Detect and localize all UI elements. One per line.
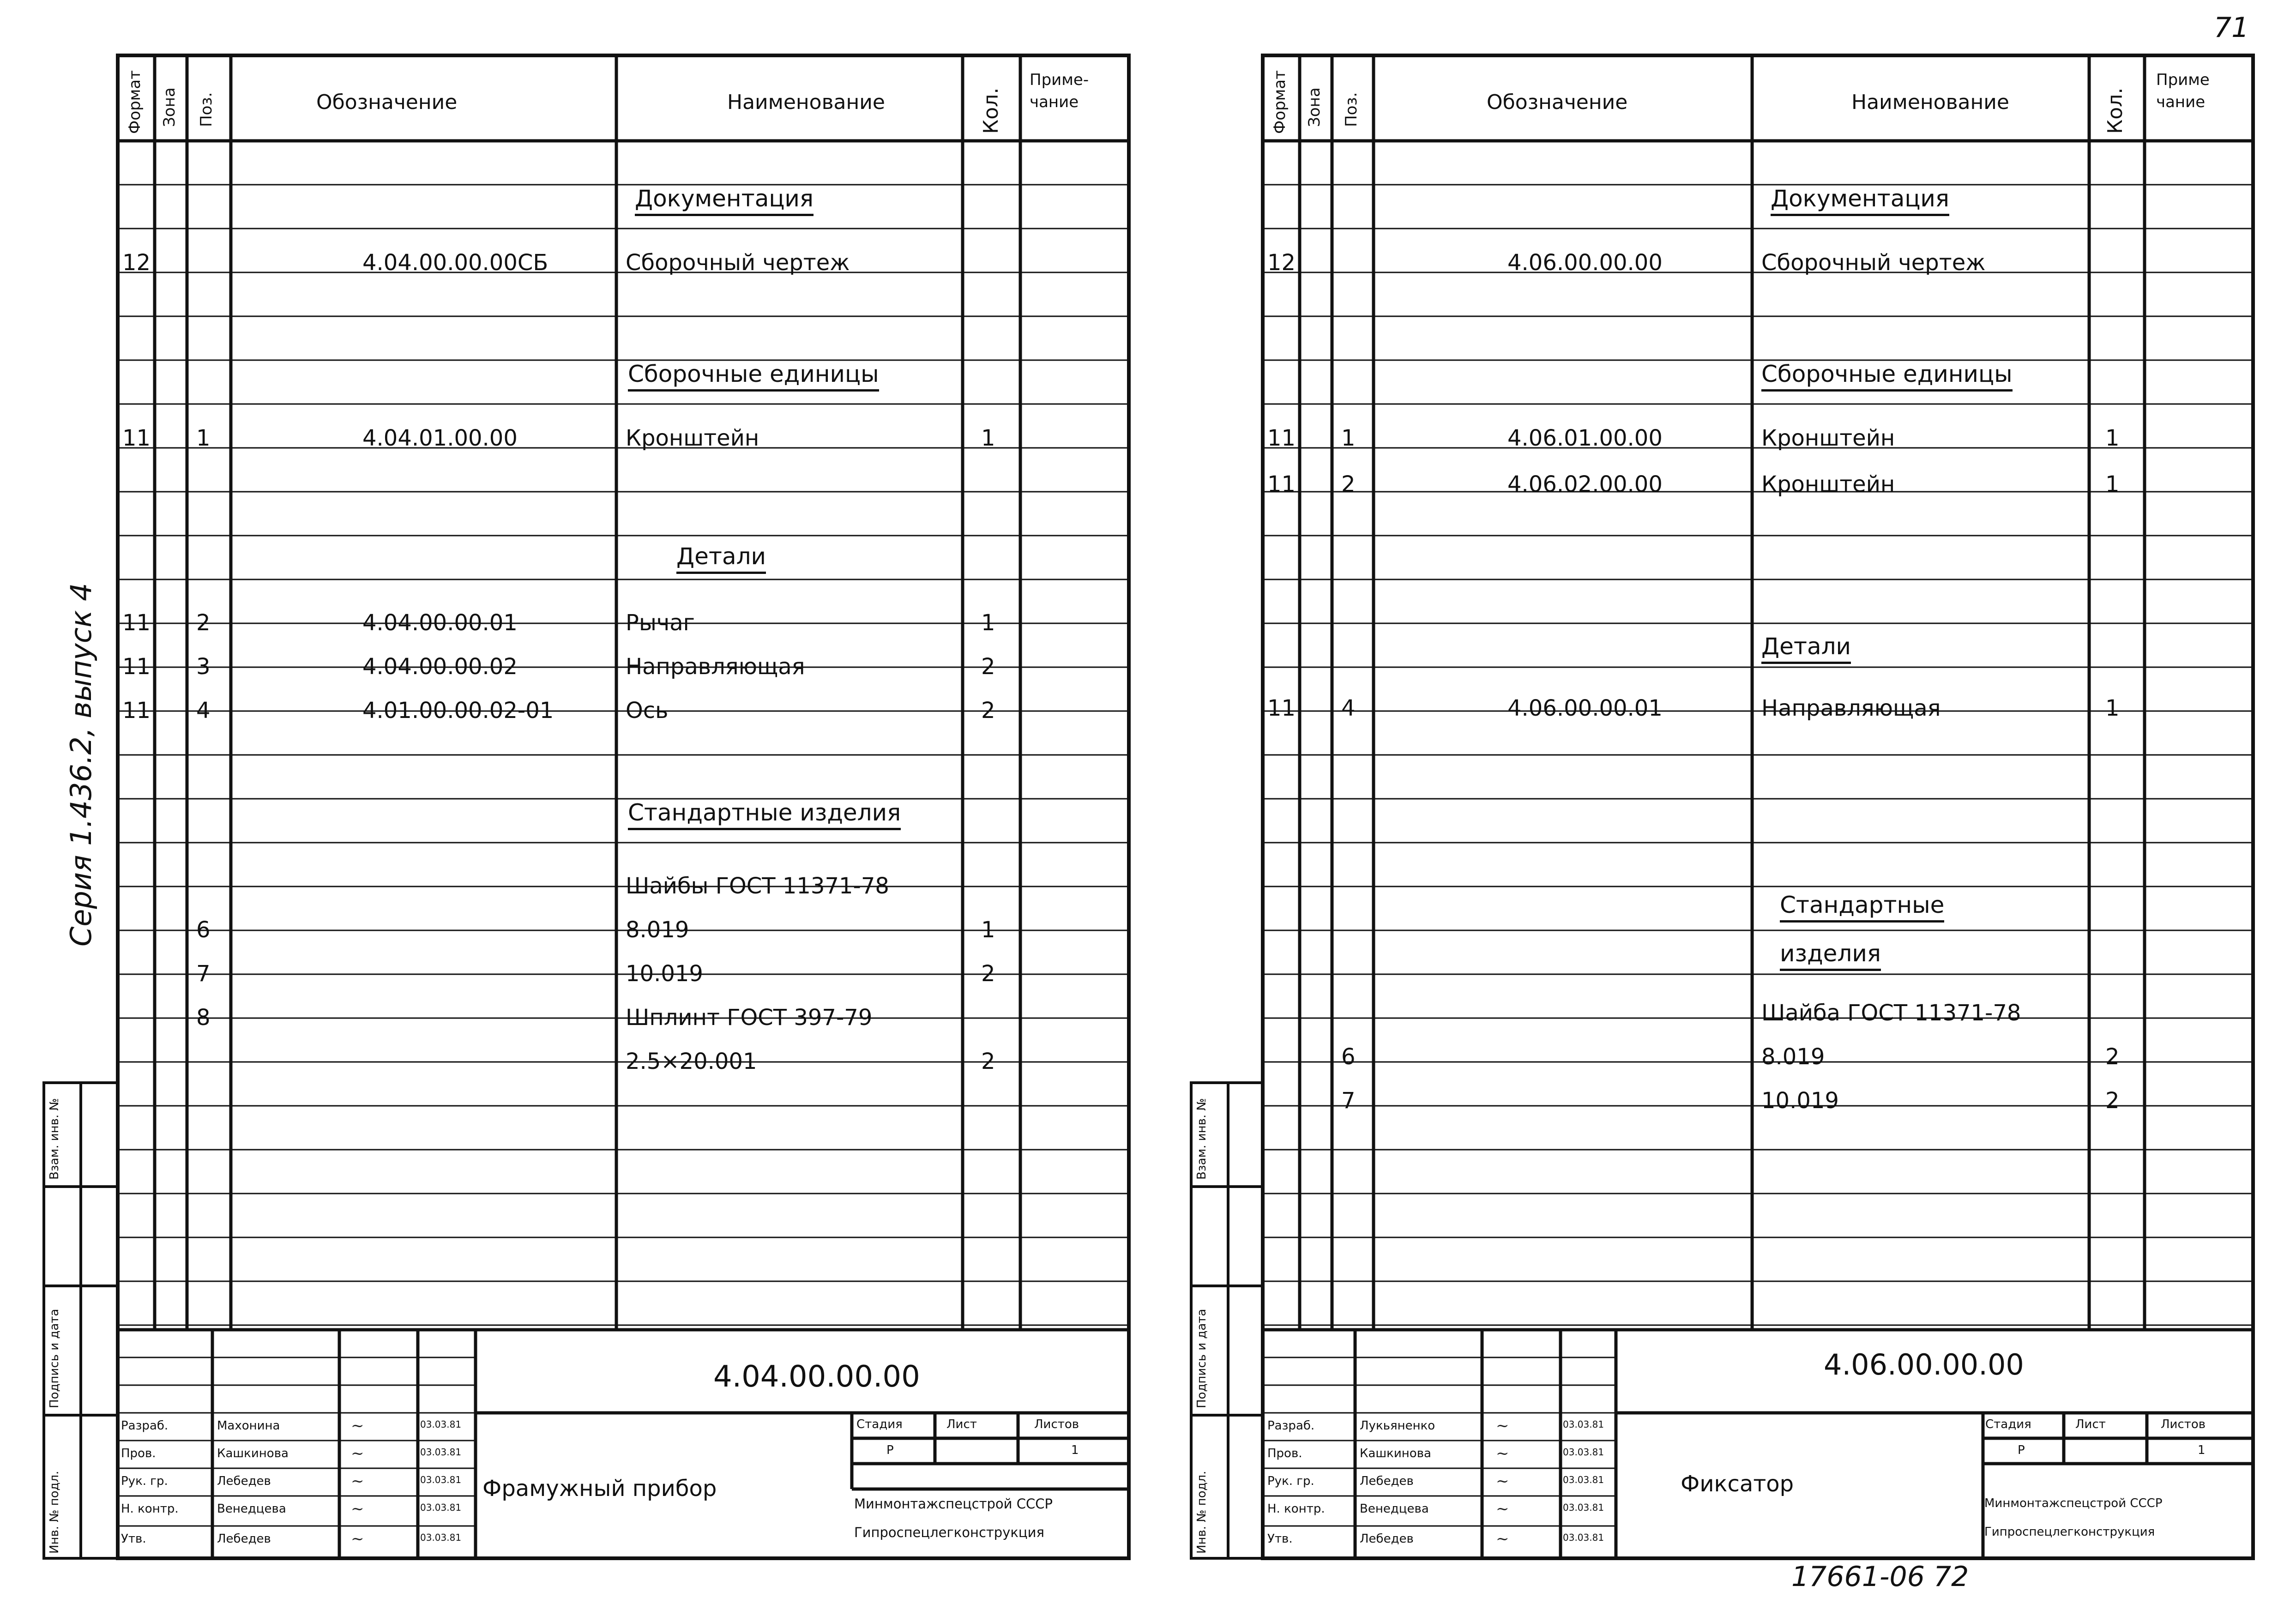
right-row-2-des: 4.06.01.00.00 [1507, 425, 1663, 451]
section-documentation: Документация [635, 187, 814, 216]
left-row-10-qty: 2 [981, 1049, 995, 1074]
right-signer-4-persons: Венедцева [1360, 1502, 1429, 1516]
left-row-1-fmt: 12 [122, 250, 151, 276]
left-row-4-qty: 2 [981, 654, 995, 680]
series-label: Серия 1.436.2, выпуск 4 [64, 583, 98, 947]
page-number: 71 [2214, 12, 2249, 44]
right-sheets: 1 [2198, 1443, 2206, 1457]
left-row-2-des: 4.04.01.00.00 [362, 425, 518, 451]
left-row-5-name: Ось [626, 698, 669, 724]
left-row-4-des: 4.04.00.00.02 [362, 654, 518, 680]
left-stamp-inv-orig: Инв. № подл. [48, 1471, 61, 1554]
left-row-7-pos: 6 [196, 917, 211, 943]
left-row-7-qty: 1 [981, 917, 995, 943]
right-row-4-des: 4.06.00.00.01 [1507, 695, 1663, 721]
right-signature-5: ~ [1496, 1530, 1509, 1548]
right-signature-3: ~ [1496, 1472, 1509, 1490]
right-row-7-name: 10.019 [1761, 1088, 1839, 1114]
left-row-8-qty: 2 [981, 961, 995, 987]
r-col-zone-header: Зона [1305, 87, 1324, 127]
left-signer-4-dates: 03.03.81 [420, 1502, 462, 1513]
left-signature-5: ~ [351, 1530, 364, 1548]
left-signature-2: ~ [351, 1444, 364, 1463]
left-row-4-name: Направляющая [626, 654, 805, 680]
right-signer-1-persons: Лукьяненко [1360, 1419, 1435, 1433]
right-signature-1: ~ [1496, 1417, 1509, 1435]
right-signer-5-dates: 03.03.81 [1563, 1532, 1604, 1543]
right-row-7-qty: 2 [2105, 1088, 2120, 1114]
left-row-3-fmt: 11 [122, 610, 151, 636]
r-col-note-header: Приме чание [2156, 71, 2210, 111]
right-signer-2-persons: Кашкинова [1360, 1447, 1431, 1460]
drawing-number: 17661-06 72 [1791, 1561, 1969, 1593]
right-signer-4-roles: Н. контр. [1267, 1502, 1325, 1516]
right-row-1-des: 4.06.00.00.00 [1507, 250, 1663, 276]
left-signer-2-roles: Пров. [121, 1447, 156, 1460]
right-signer-2-roles: Пров. [1267, 1447, 1302, 1460]
left-signer-3-dates: 03.03.81 [420, 1474, 462, 1485]
right-row-6-name: 8.019 [1761, 1044, 1825, 1070]
right-row-3-des: 4.06.02.00.00 [1507, 471, 1663, 497]
left-row-1-name: Сборочный чертеж [626, 250, 850, 276]
right-row-2-name: Кронштейн [1761, 425, 1895, 451]
left-title-name: Фрамужный прибор [482, 1476, 717, 1502]
left-row-2-qty: 1 [981, 425, 995, 451]
right-stage: Р [2018, 1443, 2025, 1457]
right-row-3-name: Кронштейн [1761, 471, 1895, 497]
left-row-8-pos: 7 [196, 961, 211, 987]
left-signer-3-persons: Лебедев [217, 1474, 271, 1488]
right-signer-2-dates: 03.03.81 [1563, 1447, 1604, 1458]
left-row-6-name: Шайбы ГОСТ 11371-78 [626, 873, 889, 899]
right-row-6-pos: 6 [1341, 1044, 1356, 1070]
left-row-7-name: 8.019 [626, 917, 689, 943]
left-stamp-sign-date: Подпись и дата [48, 1309, 61, 1408]
right-row-5-name: Шайба ГОСТ 11371-78 [1761, 1000, 2021, 1026]
r-col-format-header: Формат [1271, 70, 1289, 134]
left-stage-header: Стадия [856, 1417, 903, 1431]
col-zone-header: Зона [160, 87, 179, 127]
right-row-2-qty: 1 [2105, 425, 2120, 451]
right-signer-3-persons: Лебедев [1360, 1474, 1414, 1488]
right-row-1-fmt: 12 [1267, 250, 1296, 276]
right-row-4-fmt: 11 [1267, 695, 1296, 721]
right-stamp-inv-orig: Инв. № подл. [1195, 1471, 1209, 1554]
left-org1: Минмонтажспецстрой СССР [854, 1496, 1053, 1512]
right-org1: Минмонтажспецстрой СССР [1984, 1496, 2163, 1510]
r-col-pos-header: Поз. [1342, 92, 1361, 127]
right-signer-4-dates: 03.03.81 [1563, 1502, 1604, 1513]
left-signer-1-dates: 03.03.81 [420, 1419, 462, 1430]
r-col-designation-header: Обозначение [1487, 90, 1628, 114]
left-row-5-fmt: 11 [122, 698, 151, 724]
right-signer-1-roles: Разраб. [1267, 1419, 1315, 1433]
left-row-9-name: Шплинт ГОСТ 397-79 [626, 1005, 873, 1031]
right-row-4-name: Направляющая [1761, 695, 1941, 721]
left-sheets-header: Листов [1034, 1417, 1079, 1431]
right-row-1-name: Сборочный чертеж [1761, 250, 1986, 276]
left-signer-1-roles: Разраб. [121, 1419, 169, 1433]
left-sheets: 1 [1071, 1443, 1079, 1457]
right-signature-4: ~ [1496, 1500, 1509, 1518]
left-signer-3-roles: Рук. гр. [121, 1474, 168, 1488]
left-row-4-pos: 3 [196, 654, 211, 680]
right-sheets-header: Листов [2161, 1417, 2206, 1431]
left-title-code: 4.04.00.00.00 [713, 1360, 920, 1394]
col-name-header: Наименование [727, 90, 885, 114]
left-signer-1-persons: Махонина [217, 1419, 280, 1433]
right-row-2-fmt: 11 [1267, 425, 1296, 451]
col-qty-header: Кол. [979, 87, 1003, 134]
left-row-2-fmt: 11 [122, 425, 151, 451]
left-row-4-fmt: 11 [122, 654, 151, 680]
left-row-2-pos: 1 [196, 425, 211, 451]
r-section-assemblies: Сборочные единицы [1761, 362, 2013, 392]
right-org2: Гипроспецлегконструкция [1984, 1525, 2155, 1539]
right-stamp-inv-replace: Взам. инв. № [1195, 1098, 1209, 1180]
left-row-3-des: 4.04.00.00.01 [362, 610, 518, 636]
left-signature-4: ~ [351, 1500, 364, 1518]
right-row-4-pos: 4 [1341, 695, 1356, 721]
right-row-3-pos: 2 [1341, 471, 1356, 497]
right-title-name: Фиксатор [1681, 1471, 1794, 1497]
left-signer-4-persons: Венедцева [217, 1502, 286, 1516]
left-row-2-name: Кронштейн [626, 425, 759, 451]
left-row-9-pos: 8 [196, 1005, 211, 1031]
col-pos-header: Поз. [197, 92, 216, 127]
left-signature-1: ~ [351, 1417, 364, 1435]
right-sheet-header: Лист [2075, 1417, 2106, 1431]
right-signer-3-roles: Рук. гр. [1267, 1474, 1314, 1488]
left-signer-5-roles: Утв. [121, 1532, 146, 1546]
section-standard: Стандартные изделия [628, 801, 901, 830]
left-row-3-pos: 2 [196, 610, 211, 636]
left-row-5-pos: 4 [196, 698, 211, 724]
r-section-standard2: изделия [1780, 942, 1881, 971]
right-row-4-qty: 1 [2105, 695, 2120, 721]
left-signer-2-persons: Кашкинова [217, 1447, 289, 1460]
left-signature-3: ~ [351, 1472, 364, 1490]
col-format-header: Формат [126, 70, 144, 134]
left-sheet-header: Лист [946, 1417, 977, 1431]
left-signer-5-dates: 03.03.81 [420, 1532, 462, 1543]
right-signer-1-dates: 03.03.81 [1563, 1419, 1604, 1430]
left-row-3-qty: 1 [981, 610, 995, 636]
right-row-7-pos: 7 [1341, 1088, 1356, 1114]
col-note-header: Приме-чание [1030, 71, 1089, 111]
left-org2: Гипроспецлегконструкция [854, 1525, 1044, 1540]
right-signer-5-persons: Лебедев [1360, 1532, 1414, 1546]
r-section-standard1: Стандартные [1780, 893, 1944, 923]
right-signature-2: ~ [1496, 1444, 1509, 1463]
r-col-qty-header: Кол. [2103, 87, 2127, 134]
right-row-2-pos: 1 [1341, 425, 1356, 451]
left-stage: Р [886, 1443, 894, 1457]
r-section-details: Детали [1761, 635, 1851, 664]
right-stamp-sign-date: Подпись и дата [1195, 1309, 1209, 1408]
left-stamp-inv-replace: Взам. инв. № [48, 1098, 61, 1180]
right-signer-5-roles: Утв. [1267, 1532, 1293, 1546]
left-row-10-name: 2.5×20.001 [626, 1049, 757, 1074]
left-row-5-des: 4.01.00.00.02-01 [362, 698, 554, 724]
col-designation-header: Обозначение [316, 90, 458, 114]
right-row-6-qty: 2 [2105, 1044, 2120, 1070]
left-row-1-des: 4.04.00.00.00СБ [362, 250, 548, 276]
left-signer-2-dates: 03.03.81 [420, 1447, 462, 1458]
left-row-5-qty: 2 [981, 698, 995, 724]
r-section-documentation: Документация [1771, 187, 1949, 216]
right-title-code: 4.06.00.00.00 [1824, 1348, 2024, 1381]
left-signer-4-roles: Н. контр. [121, 1502, 179, 1516]
right-signer-3-dates: 03.03.81 [1563, 1474, 1604, 1485]
section-details: Детали [676, 545, 766, 574]
r-col-name-header: Наименование [1851, 90, 2009, 114]
right-row-3-qty: 1 [2105, 471, 2120, 497]
section-assemblies: Сборочные единицы [628, 362, 879, 392]
left-row-8-name: 10.019 [626, 961, 703, 987]
left-frame [118, 55, 1129, 1558]
left-signer-5-persons: Лебедев [217, 1532, 271, 1546]
left-row-3-name: Рычаг [626, 610, 695, 636]
right-row-3-fmt: 11 [1267, 471, 1296, 497]
right-frame [1263, 55, 2253, 1558]
right-stage-header: Стадия [1985, 1417, 2031, 1431]
